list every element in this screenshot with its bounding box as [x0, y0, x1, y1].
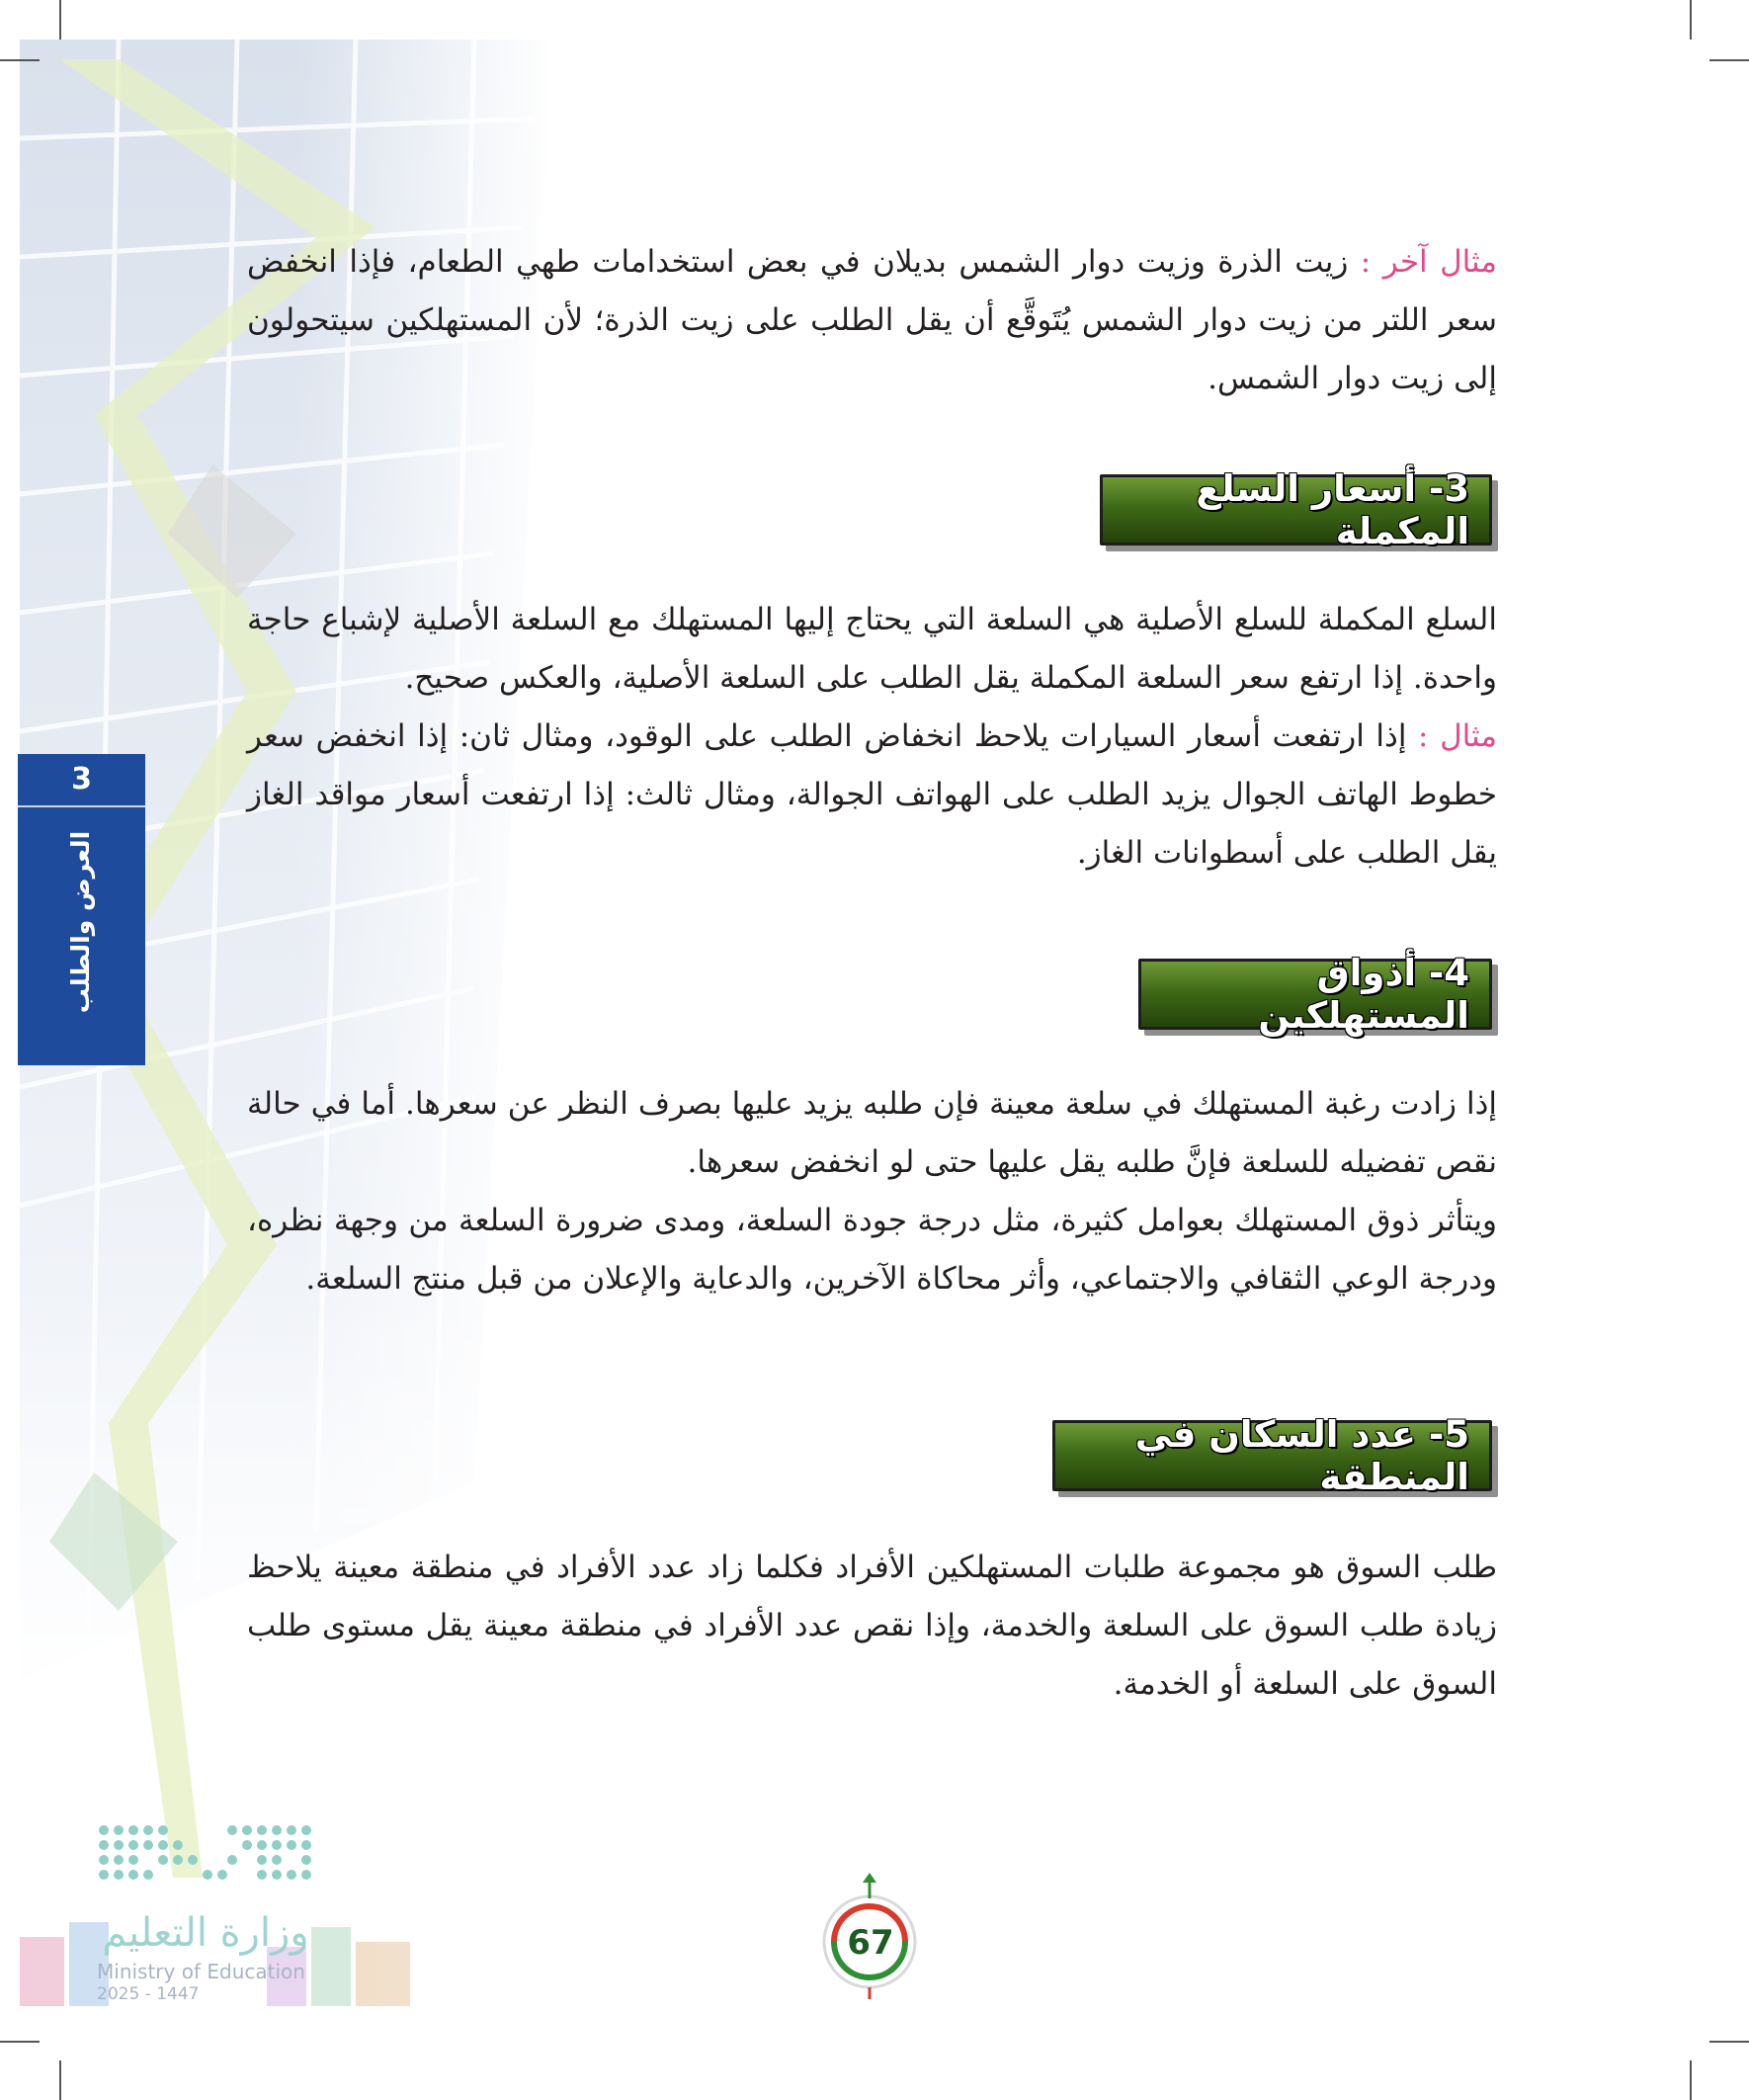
heading-text: 4- أذواق المستهلكين: [1258, 952, 1469, 1037]
paragraph-complementary-example: [247, 708, 1497, 882]
section-heading-population: [1052, 1413, 1492, 1498]
chapter-side-tab: [18, 754, 145, 1065]
paragraph-complementary-definition: [247, 591, 1497, 708]
paragraph-text: زيت الذرة وزيت دوار الشمس بديلان في بعض استخدامات طهي الطعام، فإذا انخفض سعر اللتر من زيت دوار الشمس يُتَوقَّع أن يقل الطلب على زيت الذرة؛ لأن المستهلكين سيتحولون إلى زيت دوار الشمس.: [247, 244, 1497, 396]
paragraph-text: إذا زادت رغبة المستهلك في سلعة معينة فإن طلبه يزيد عليها بصرف النظر عن سعرها. أما في حالة نقص تفضيله للسلعة فإنَّ طلبه يقل عليها حتى لو انخفض سعرها.: [247, 1086, 1497, 1180]
paragraph-text: السلع المكملة للسلع الأصلية هي السلعة التي يحتاج إليها المستهلك مع السلعة الأصلية لإشباع حاجة واحدة. إذا ارتفع سعر السلعة المكملة يقل الطلب على السلعة الأصلية، والعكس صحيح.: [247, 602, 1497, 696]
example-lead: مثال آخر :: [1360, 244, 1497, 280]
paragraph-text: ويتأثر ذوق المستهلك بعوامل كثيرة، مثل درجة جودة السلعة، ومدى ضرورة السلعة من وجهة نظره، ودرجة الوعي الثقافي والاجتماعي، وأثر محاكاة الآخرين، والدعاية والإعلان من قبل منتج السلعة.: [247, 1203, 1497, 1297]
ministry-year: 2025 - 1447: [97, 1984, 200, 2004]
paragraph-text: إذا ارتفعت أسعار السيارات يلاحظ انخفاض الطلب على الوقود، ومثال ثان: إذا انخفض سعر خطوط الهاتف الجوال يزيد الطلب على الهواتف الجوالة، ومثال ثالث: إذا ارتفعت أسعار مواقد الغاز يقل الطلب على أسطوانات الغاز.: [247, 718, 1497, 871]
chapter-number: 3: [18, 754, 145, 807]
paragraph-taste-factors: [247, 1192, 1497, 1308]
paragraph-text: طلب السوق هو مجموعة طلبات المستهلكين الأفراد فكلما زاد عدد الأفراد في منطقة معينة يلاحظ زيادة طلب السوق على السلعة والخدمة، وإذا نقص عدد الأفراد في منطقة معينة يقل مستوى طلب السوق على السلعة أو الخدمة.: [247, 1550, 1497, 1702]
paragraph-consumer-desire: [247, 1075, 1497, 1192]
page-number: 67: [847, 1923, 894, 1963]
paragraph-substitute-example: [247, 233, 1497, 408]
ministry-name-arabic: وزارة التعليم: [102, 1910, 309, 1956]
ministry-name-english: Ministry of Education: [97, 1960, 305, 1983]
example-lead: مثال :: [1418, 718, 1497, 754]
heading-text: 5- عدد السكان في المنطقة: [1134, 1413, 1469, 1498]
section-heading-consumer-tastes: [1138, 952, 1492, 1037]
chapter-title: العرض والطلب: [66, 830, 95, 1014]
section-heading-complementary-goods: [1100, 467, 1492, 552]
paragraph-market-demand: [247, 1539, 1497, 1714]
heading-text: 3- أسعار السلع المكملة: [1196, 467, 1469, 552]
